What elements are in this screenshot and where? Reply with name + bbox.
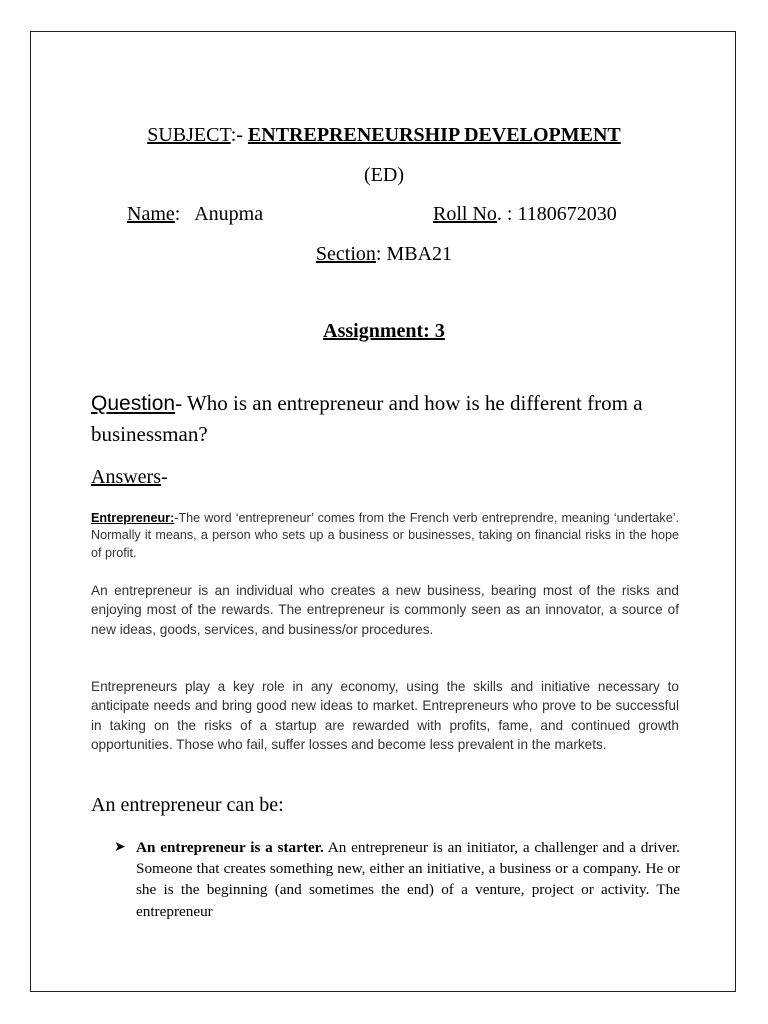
name-separator: : bbox=[174, 203, 195, 225]
subject-abbreviation: (ED) bbox=[364, 164, 404, 186]
section-separator: : bbox=[375, 243, 387, 265]
paragraph-role: Entrepreneurs play a key role in any economy, using the skills and initiative necessary to anticipate needs and bring good new ideas to market. Entrepreneurs who prove to be successful in taking on the risks of a startup are rewarded with profits, fame, and continued growth opportunities. Those who fail, suffer losses and become less prevalent in the markets. bbox=[91, 679, 679, 753]
roll-separator: . : bbox=[496, 203, 518, 225]
question-text: - Who is an entrepreneur and how is he different from a businessman? bbox=[91, 391, 643, 446]
subject-value: ENTREPRENEURSHIP DEVELOPMENT bbox=[247, 124, 621, 146]
section-line bbox=[0, 243, 768, 266]
assignment-title: Assignment: 3 bbox=[323, 320, 445, 342]
roll-value: 1180672030 bbox=[517, 203, 617, 225]
answers-suffix: - bbox=[161, 466, 168, 488]
paragraph-individual: An entrepreneur is an individual who creates a new business, bearing most of the risks and enjoying most of the rewards. The entrepreneur is commonly seen as an innovator, a source of new ideas, goods, services, and business/or procedures. bbox=[91, 583, 679, 637]
answers-label: Answers bbox=[91, 466, 161, 488]
question-label: Question bbox=[91, 392, 176, 415]
roll-label: Roll No bbox=[433, 203, 497, 225]
bullet-item bbox=[136, 837, 680, 922]
paragraph-definition bbox=[91, 510, 679, 562]
roll-line bbox=[433, 203, 617, 226]
bullet-bold-text: An entrepreneur is a starter. bbox=[136, 839, 324, 856]
subject-line bbox=[0, 124, 768, 147]
bullet-body-text: An entrepreneur is an initiator, a challenger and a driver. Someone that creates something new, either an initiative, a business or a company. He or she is the beginning (and sometimes the end) of a venture, project or activity. The entrepreneur bbox=[136, 839, 680, 920]
name-label: Name bbox=[127, 203, 175, 225]
arrow-bullet-icon: ➤ bbox=[114, 840, 126, 855]
section-value: MBA21 bbox=[386, 243, 453, 265]
definition-text: -The word ‘entrepreneur’ comes from the French verb entreprendre, meaning ‘undertake’. Normally it means, a person who sets up a business or businesses, taking on financial risks in the hope of profit. bbox=[91, 511, 679, 560]
question bbox=[91, 388, 683, 449]
bullet-list bbox=[114, 837, 680, 922]
answers-heading bbox=[91, 466, 168, 489]
entrepreneur-label: Entrepreneur: bbox=[91, 511, 175, 525]
subject-separator: :- bbox=[230, 124, 248, 146]
name-line bbox=[127, 203, 263, 226]
can-be-heading: An entrepreneur can be: bbox=[91, 794, 284, 816]
name-value: Anupma bbox=[194, 203, 264, 225]
section-label: Section bbox=[315, 243, 376, 265]
subject-label: SUBJECT bbox=[147, 124, 231, 146]
